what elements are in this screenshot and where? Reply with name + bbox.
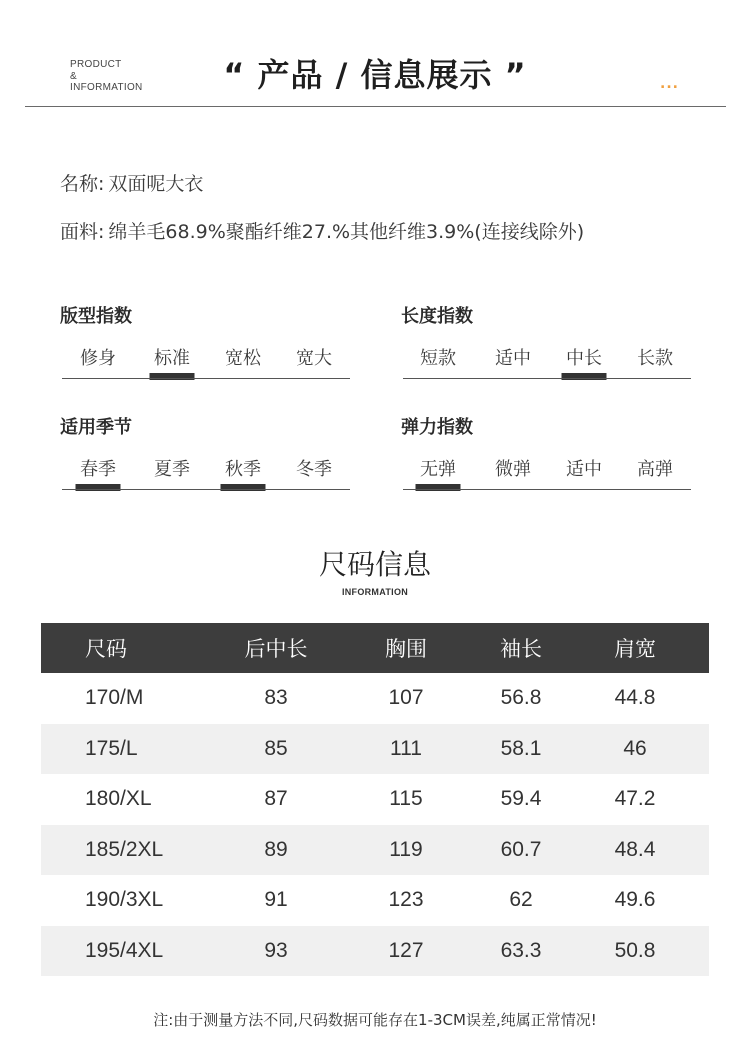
index-option: 中长 <box>566 344 602 370</box>
index-baseline <box>62 378 350 379</box>
header-en-line1: PRODUCT <box>70 59 122 70</box>
cell-back-length: 87 <box>264 787 288 811</box>
header-back-length: 后中长 <box>221 623 331 673</box>
cell-chest: 111 <box>331 724 481 775</box>
cell-sleeve: 60.7 <box>481 825 561 876</box>
cell-chest: 127 <box>331 926 481 977</box>
table-row <box>41 724 709 775</box>
cell-sleeve: 58.1 <box>481 724 561 775</box>
cell-size: 190/3XL <box>85 888 164 912</box>
cell-size: 180/XL <box>85 787 152 811</box>
cell-shoulder: 49.6 <box>614 888 656 912</box>
decorative-dots: ... <box>660 76 679 92</box>
index-option: 宽松 <box>225 348 261 369</box>
index-option: 适中 <box>566 459 602 480</box>
index-baseline <box>403 489 691 490</box>
cell-chest: 115 <box>389 787 423 811</box>
cell-shoulder: 48.4 <box>561 825 709 876</box>
fabric-label: 面料: <box>60 221 105 243</box>
cell-chest: 119 <box>331 825 481 876</box>
size-table <box>41 623 709 976</box>
stretch-index-options <box>401 455 691 485</box>
index-option: 宽大 <box>296 348 332 369</box>
index-option: 高弹 <box>637 459 673 480</box>
table-row <box>41 825 709 876</box>
cell-sleeve: 62 <box>509 888 533 912</box>
cell-chest: 107 <box>388 686 424 710</box>
header-en-line2: & <box>70 70 77 82</box>
season-index-options <box>60 455 350 485</box>
cell-back-length: 83 <box>264 686 288 710</box>
index-option: 适中 <box>495 348 531 369</box>
index-option: 短款 <box>420 348 456 369</box>
cell-sleeve: 59.4 <box>500 787 542 811</box>
cell-size: 195/4XL <box>41 926 221 977</box>
cell-size: 170/M <box>85 686 144 710</box>
header-chest: 胸围 <box>331 623 481 673</box>
measurement-note: 注:由于测量方法不同,尺码数据可能存在1-3CM误差,纯属正常情况! <box>153 1011 597 1029</box>
header-en-line3: INFORMATION <box>70 82 143 93</box>
index-option: 微弹 <box>495 459 531 480</box>
product-name-line <box>60 169 203 196</box>
header-shoulder: 肩宽 <box>561 623 709 673</box>
cell-shoulder: 50.8 <box>561 926 709 977</box>
cell-sleeve: 63.3 <box>481 926 561 977</box>
index-option: 长款 <box>637 348 673 369</box>
table-row <box>41 926 709 977</box>
index-option: 修身 <box>80 348 116 369</box>
stretch-index <box>401 413 691 480</box>
index-baseline <box>403 378 691 379</box>
season-index <box>60 413 350 480</box>
page-title: “ 产品 / 信息展示 ” <box>223 56 527 94</box>
size-section-title: 尺码信息 <box>318 548 431 581</box>
product-name-label: 名称: <box>60 173 105 195</box>
cell-shoulder: 46 <box>561 724 709 775</box>
table-row <box>41 774 709 825</box>
cell-back-length: 85 <box>221 724 331 775</box>
fabric-value: 绵羊毛68.9%聚酯纤维27.%其他纤维3.9%(连接线除外) <box>108 221 585 243</box>
stretch-index-title: 弹力指数 <box>401 417 473 438</box>
index-option: 春季 <box>80 455 116 481</box>
table-row <box>41 875 709 926</box>
length-index-options <box>401 344 691 374</box>
header-size: 尺码 <box>41 623 221 673</box>
header-sleeve: 袖长 <box>481 623 561 673</box>
fit-index-title: 版型指数 <box>60 306 132 327</box>
header-divider <box>25 106 726 107</box>
index-baseline <box>62 489 350 490</box>
table-row <box>41 673 709 724</box>
product-name-value: 双面呢大衣 <box>108 173 204 195</box>
size-section-subtitle: INFORMATION <box>341 587 409 597</box>
cell-sleeve: 56.8 <box>500 686 542 710</box>
size-table-header-row <box>41 623 709 673</box>
cell-back-length: 89 <box>221 825 331 876</box>
cell-shoulder: 44.8 <box>614 686 656 710</box>
index-option: 秋季 <box>225 455 261 481</box>
cell-size: 185/2XL <box>41 825 221 876</box>
index-option: 夏季 <box>154 459 190 480</box>
season-index-title: 适用季节 <box>60 417 132 438</box>
index-option: 冬季 <box>296 459 332 480</box>
cell-size: 175/L <box>41 724 221 775</box>
cell-chest: 123 <box>388 888 424 912</box>
cell-shoulder: 47.2 <box>614 787 656 811</box>
index-option: 标准 <box>154 344 190 370</box>
length-index <box>401 302 691 369</box>
length-index-title: 长度指数 <box>401 306 473 327</box>
fabric-line <box>60 217 584 244</box>
cell-back-length: 93 <box>221 926 331 977</box>
cell-back-length: 91 <box>264 888 288 912</box>
index-option: 无弹 <box>420 455 456 481</box>
fit-index <box>60 302 350 369</box>
fit-index-options <box>60 344 350 374</box>
